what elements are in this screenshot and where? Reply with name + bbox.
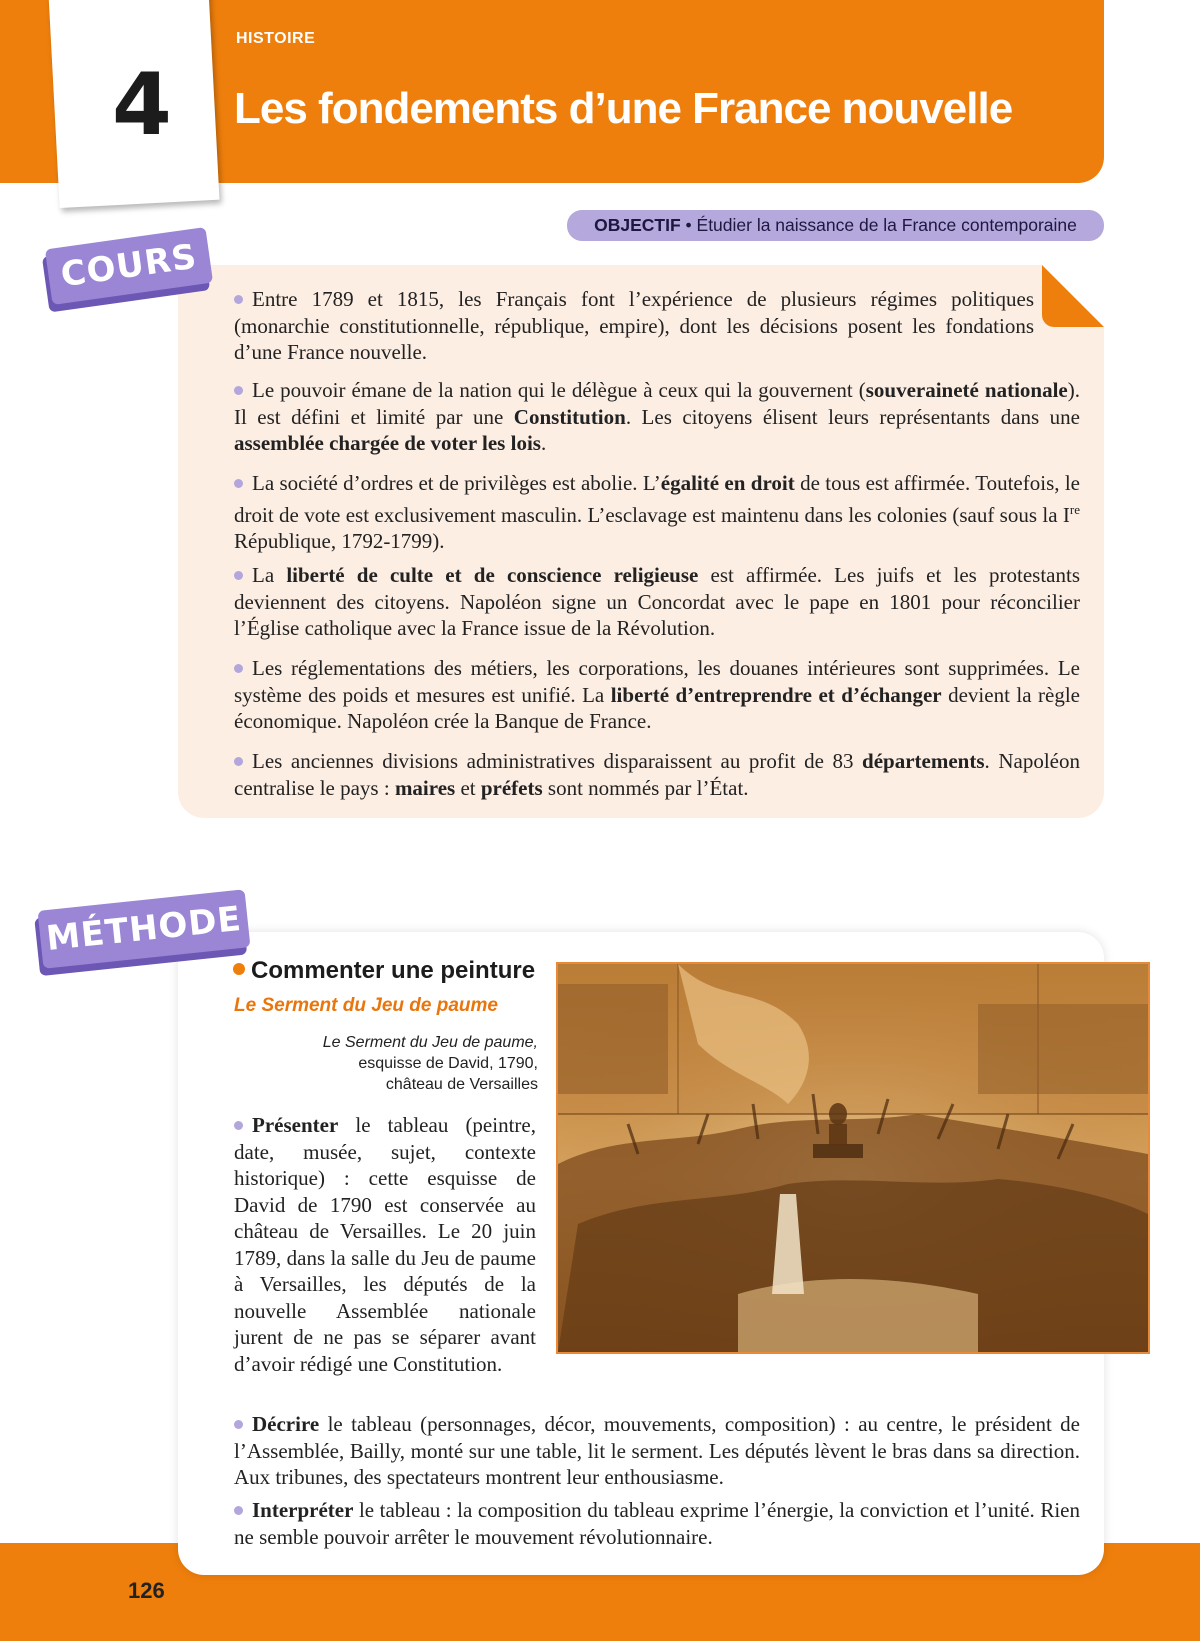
cours-paragraph <box>234 470 1080 555</box>
text-run: de tous est affirmée. Toutefois, le droit de vote est exclusivement masculin. L’esclavage est maintenu dans les colonies (sauf sous la I <box>234 471 1080 527</box>
text-run: le tableau (personnages, décor, mouvements, composition) : au centre, le président de l’Assemblée, Bailly, monté sur une table, lit le serment. Les députés lèvent le bras dans sa direction. Aux tribunes, des spectateurs montrent leur enthousiasme. <box>234 1412 1080 1489</box>
bold-term: liberté de culte et de conscience religieuse <box>286 563 699 587</box>
text-run: La <box>252 563 287 587</box>
page-number: 126 <box>128 1578 165 1603</box>
bullet-icon <box>234 386 243 395</box>
text-run: La société d’ordres et de privilèges est abolie. L’ <box>252 471 661 495</box>
text-run: République, 1792-1799). <box>234 529 445 553</box>
bold-term: Décrire <box>252 1412 320 1436</box>
bold-term: assemblée chargée de voter les lois <box>234 431 541 455</box>
text-run: Les réglementations des métiers, les corporations, les douanes intérieures sont supprimées. Le système des poids et mesures est unifié. La <box>234 656 1080 707</box>
text-run: sont nommés par l’État. <box>542 775 749 800</box>
bold-term: préfets <box>480 775 543 800</box>
bold-term: égalité en droit <box>660 471 795 495</box>
painting-illustration <box>558 964 1148 1352</box>
bullet-icon <box>234 479 243 488</box>
methode-paragraph <box>234 1112 536 1377</box>
objective-label: OBJECTIF <box>594 215 681 235</box>
bullet-icon <box>234 1420 243 1429</box>
objective-pill <box>567 210 1104 241</box>
bullet-icon <box>234 664 243 673</box>
bold-term: départements <box>862 749 985 773</box>
page-title: Les fondements d’une France nouvelle <box>234 84 1013 133</box>
methode-paragraph <box>234 1411 1080 1491</box>
bullet-icon <box>234 571 243 580</box>
objective-text: Étudier la naissance de la France contemporaine <box>696 215 1077 235</box>
text-run: devient la règle économique. Napoléon crée la Banque de France. <box>234 682 1081 733</box>
cours-paragraph <box>234 562 1080 642</box>
bullet-icon <box>234 1506 243 1515</box>
section-label: HISTOIRE <box>236 30 316 47</box>
caption-line: château de Versailles <box>385 1076 538 1093</box>
method-heading-text: Commenter une peinture <box>251 957 536 984</box>
bold-term: souveraineté nationale <box>865 378 1068 402</box>
cours-paragraph <box>234 286 1034 366</box>
bold-term: Constitution <box>513 404 626 429</box>
chapter-number: 4 <box>112 55 172 155</box>
text-run: et <box>455 775 481 800</box>
text-run: Le pouvoir émane de la nation qui le délègue à ceux qui la gouvernent ( <box>252 378 866 402</box>
method-subtitle: Le Serment du Jeu de paume <box>234 995 498 1016</box>
methode-tag: MÉTHODE <box>38 889 251 968</box>
method-heading <box>233 957 535 985</box>
bold-term: maires <box>394 775 456 800</box>
bullet-icon <box>234 757 243 766</box>
text-run: le tableau : la composition du tableau exprime l’énergie, la conviction et l’unité. Rien ne semble pouvoir arrêter le mouvement révolutionnaire. <box>234 1498 1080 1549</box>
text-run: est affirmée. Les juifs et les protestants deviennent des citoyens. Napoléon signe un Concordat avec le pape en 1801 pour réconcilier l’Église catholique avec la France issue de la Révolution. <box>234 563 1080 640</box>
text-run: Entre 1789 et 1815, les Français font l’expérience de plusieurs régimes politiques (monarchie constitutionnelle, république, empire), dont les décisions posent les fondations d’une France nouvelle. <box>234 287 1034 364</box>
objective-separator: • <box>680 215 697 235</box>
text-run: . Les citoyens élisent leurs représentants dans une <box>625 404 1080 429</box>
methode-paragraph <box>234 1497 1080 1550</box>
bullet-icon <box>234 295 243 304</box>
painting-image <box>556 962 1150 1354</box>
text-run: Les anciennes divisions administratives disparaissent au profit de 83 <box>252 749 863 773</box>
bold-term: liberté d’entreprendre et d’échanger <box>610 682 942 707</box>
caption-line: esquisse de David, 1790, <box>358 1055 538 1072</box>
text-run: . <box>540 431 547 455</box>
caption-title: Le Serment du Jeu de paume, <box>322 1034 538 1051</box>
bold-term: Présenter <box>252 1113 339 1137</box>
text-run: . Napoléon centralise le pays : <box>234 749 1080 800</box>
superscript: re <box>1069 501 1080 517</box>
cours-paragraph <box>234 377 1080 457</box>
bullet-icon <box>234 1121 243 1130</box>
cours-tag: COURS <box>45 227 213 305</box>
cours-paragraph <box>234 748 1080 801</box>
image-caption <box>254 1032 538 1095</box>
bullet-icon <box>233 963 245 975</box>
text-run: le tableau (peintre, date, musée, sujet, contexte historique) : cette esquisse de David de 1790 est conservée au château de Versailles. Le 20 juin 1789, dans la salle du Jeu de paume à Versailles, les députés de la nouvelle Assemblée nationale jurent de ne pas se séparer avant d’avoir rédigé une Constitution. <box>234 1113 536 1376</box>
text-run: ). Il est défini et limité par une <box>234 378 1080 429</box>
bold-term: Interpréter <box>252 1498 354 1522</box>
cours-paragraph <box>234 655 1080 735</box>
